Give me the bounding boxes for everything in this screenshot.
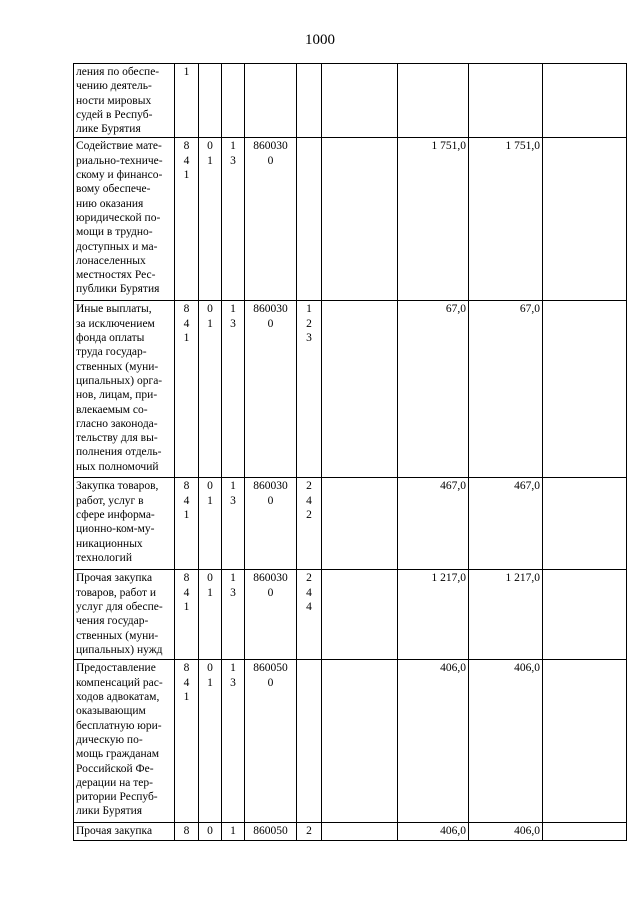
amount-2: [398, 64, 469, 138]
table-row: [74, 138, 627, 301]
grbs-code: 1: [175, 64, 199, 138]
amount-1: [322, 138, 398, 301]
grbs-code: 8 4 1: [175, 570, 199, 660]
row-name: Прочая закупка: [74, 823, 175, 840]
amount-1: [322, 660, 398, 823]
expense-type-code: 2 4 2: [297, 478, 322, 570]
expense-type-code: [297, 660, 322, 823]
subsection-code: 1: [222, 823, 245, 840]
amount-2: 67,0: [398, 301, 469, 478]
amount-2: 1 751,0: [398, 138, 469, 301]
amount-1: [322, 823, 398, 840]
amount-4: [543, 301, 627, 478]
table-row: [74, 478, 627, 570]
expense-type-code: [297, 138, 322, 301]
subsection-code: 1 3: [222, 570, 245, 660]
grbs-code: 8 4 1: [175, 301, 199, 478]
section-code: 0: [199, 823, 222, 840]
amount-2: 406,0: [398, 823, 469, 840]
expense-type-code: 2 4 4: [297, 570, 322, 660]
amount-3: 1 751,0: [469, 138, 543, 301]
section-code: [199, 64, 222, 138]
target-article-code: 860030 0: [245, 138, 297, 301]
grbs-code: 8 4 1: [175, 660, 199, 823]
section-code: 0 1: [199, 138, 222, 301]
amount-4: [543, 570, 627, 660]
section-code: 0 1: [199, 301, 222, 478]
row-name: ления по обеспе- чению деятель- ности мировых судей в Респуб- лике Бурятия: [74, 64, 175, 138]
amount-3: 406,0: [469, 823, 543, 840]
amount-1: [322, 301, 398, 478]
section-code: 0 1: [199, 660, 222, 823]
subsection-code: 1 3: [222, 660, 245, 823]
row-name: Содействие мате- риально-техниче- скому и финансо- вому обеспече- нию оказания юридической по- мощи в трудно- доступных и ма- лонаселенных местностях Рес- публики Бурятия: [74, 138, 175, 301]
amount-4: [543, 478, 627, 570]
expense-type-code: 1 2 3: [297, 301, 322, 478]
target-article-code: [245, 64, 297, 138]
section-code: 0 1: [199, 478, 222, 570]
target-article-code: 860030 0: [245, 478, 297, 570]
table-row: [74, 823, 627, 840]
table-row: [74, 660, 627, 823]
amount-3: 406,0: [469, 660, 543, 823]
table-row: [74, 570, 627, 660]
page-number: 1000: [305, 32, 335, 48]
amount-2: 406,0: [398, 660, 469, 823]
amount-3: 1 217,0: [469, 570, 543, 660]
budget-table: [73, 63, 627, 841]
target-article-code: 860030 0: [245, 570, 297, 660]
target-article-code: 860030 0: [245, 301, 297, 478]
amount-1: [322, 64, 398, 138]
amount-4: [543, 64, 627, 138]
target-article-code: 860050 0: [245, 660, 297, 823]
grbs-code: 8 4 1: [175, 478, 199, 570]
amount-2: 467,0: [398, 478, 469, 570]
amount-4: [543, 660, 627, 823]
target-article-code: 860050: [245, 823, 297, 840]
amount-2: 1 217,0: [398, 570, 469, 660]
amount-3: 67,0: [469, 301, 543, 478]
grbs-code: 8: [175, 823, 199, 840]
row-name: Закупка товаров, работ, услуг в сфере информа- ционно-ком-му- никационных технологий: [74, 478, 175, 570]
table-row: [74, 64, 627, 138]
row-name: Иные выплаты, за исключением фонда оплаты труда государ- ственных (муни- ципальных) орга- нов, лицам, при- влекаемым со- гласно законода- тельству для вы- полнения отдель- ных полномочий: [74, 301, 175, 478]
amount-3: [469, 64, 543, 138]
subsection-code: 1 3: [222, 478, 245, 570]
table-row: [74, 301, 627, 478]
subsection-code: 1 3: [222, 138, 245, 301]
grbs-code: 8 4 1: [175, 138, 199, 301]
amount-4: [543, 823, 627, 840]
amount-4: [543, 138, 627, 301]
amount-3: 467,0: [469, 478, 543, 570]
subsection-code: [222, 64, 245, 138]
amount-1: [322, 478, 398, 570]
row-name: Прочая закупка товаров, работ и услуг для обеспе- чения государ- ственных (муни- ципальных) нужд: [74, 570, 175, 660]
expense-type-code: 2: [297, 823, 322, 840]
row-name: Предоставление компенсаций рас- ходов адвокатам, оказывающим бесплатную юри- дическую по- мощь гражданам Российской Фе- дерации на тер- ритории Респуб- лики Бурятия: [74, 660, 175, 823]
section-code: 0 1: [199, 570, 222, 660]
subsection-code: 1 3: [222, 301, 245, 478]
expense-type-code: [297, 64, 322, 138]
amount-1: [322, 570, 398, 660]
